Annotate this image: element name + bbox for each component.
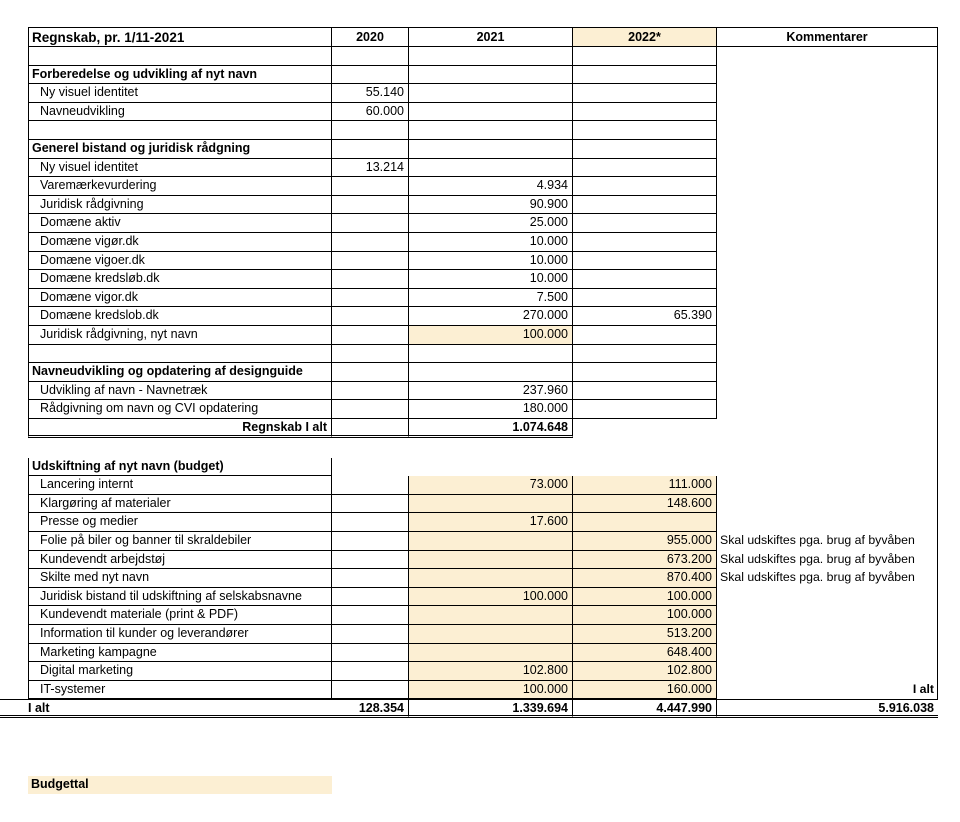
value-2022 [573,103,717,122]
budget-2022 [573,513,717,532]
spacer-row [28,345,332,364]
budget-2020 [332,495,409,514]
budget-row-label: Klargøring af materialer [28,495,332,514]
value-2020 [332,177,409,196]
budget-comment: Skal udskiftes pga. brug af byvåben [720,551,915,566]
value-2022 [573,326,717,345]
spacer-cell [573,47,717,66]
budget-2021 [409,532,573,551]
value-2021: 10.000 [409,252,573,271]
budget-2022: 648.400 [573,644,717,663]
budget-2021: 17.600 [409,513,573,532]
row-label: Udvikling af navn - Navnetræk [28,382,332,401]
section-cell [332,140,409,159]
section-cell [409,363,573,382]
value-2021: 7.500 [409,289,573,308]
budget-comment [717,662,938,681]
budget-row-label: Juridisk bistand til udskiftning af selskabsnavne [28,588,332,607]
budget-2022: 955.000 [573,532,717,551]
value-2020: 13.214 [332,159,409,178]
value-2022 [573,196,717,215]
spacer-cell [409,121,573,140]
value-2022 [573,252,717,271]
column-header-2020: 2020 [332,27,409,47]
spacer-cell [332,345,409,364]
value-2020 [332,382,409,401]
budget-2021 [409,625,573,644]
value-2020 [332,289,409,308]
spacer-row [28,47,332,66]
budget-comment [717,495,938,514]
budget-2021: 100.000 [409,588,573,607]
budget-row-label: Digital marketing [28,662,332,681]
budget-row-label: Information til kunder og leverandører [28,625,332,644]
section-cell [332,363,409,382]
section-cell [409,140,573,159]
budget-2020 [332,569,409,588]
value-2022 [573,159,717,178]
value-2020: 60.000 [332,103,409,122]
subtotal-2021: 1.074.648 [409,419,573,438]
budget-2020 [332,551,409,570]
budget-2020 [332,625,409,644]
value-2021: 4.934 [409,177,573,196]
value-2021: 25.000 [409,214,573,233]
legend-budgettal: Budgettal [28,776,332,794]
budget-2021 [409,495,573,514]
section-cell [573,363,717,382]
value-2021: 180.000 [409,400,573,419]
budget-row-label: Folie på biler og banner til skraldebiler [28,532,332,551]
total-label: I alt [0,699,332,718]
value-2022 [573,214,717,233]
budget-title: Udskiftning af nyt navn (budget) [28,458,332,477]
value-2022 [573,233,717,252]
value-2022: 65.390 [573,307,717,326]
total-2022: 4.447.990 [573,699,717,718]
budget-2021 [409,551,573,570]
value-2021: 270.000 [409,307,573,326]
value-2021: 90.900 [409,196,573,215]
row-label: Juridisk rådgivning [28,196,332,215]
table-title: Regnskab, pr. 1/11-2021 [28,27,332,47]
row-label: Varemærkevurdering [28,177,332,196]
value-2020 [332,233,409,252]
row-label: Rådgivning om navn og CVI opdatering [28,400,332,419]
budget-2022: 100.000 [573,588,717,607]
value-2021 [409,159,573,178]
section-cell [409,66,573,85]
value-2020 [332,400,409,419]
section-cell [573,66,717,85]
budget-2020 [332,532,409,551]
section-title: Forberedelse og udvikling af nyt navn [28,66,332,85]
budget-comment [717,644,938,663]
budget-comment [717,476,938,495]
budget-2021: 102.800 [409,662,573,681]
value-2021 [409,84,573,103]
total-2020: 128.354 [332,699,409,718]
budget-row-label: IT-systemer [28,681,332,700]
budget-row-label: Lancering internt [28,476,332,495]
value-2021: 100.000 [409,326,573,345]
budget-row-label: Kundevendt materiale (print & PDF) [28,606,332,625]
budget-2020 [332,476,409,495]
budget-2021 [409,606,573,625]
column-header-2021: 2021 [409,27,573,47]
row-label: Juridisk rådgivning, nyt navn [28,326,332,345]
subtotal-label: Regnskab I alt [28,419,332,438]
budget-comment: I alt [912,681,934,696]
column-header-2022: 2022* [573,27,717,47]
budget-2022: 870.400 [573,569,717,588]
spacer-cell [573,345,717,364]
budget-2020 [332,513,409,532]
total-2021: 1.339.694 [409,699,573,718]
value-2020 [332,252,409,271]
subtotal-cell [332,419,409,438]
budget-row-label: Kundevendt arbejdstøj [28,551,332,570]
budget-2021: 100.000 [409,681,573,700]
value-2020 [332,326,409,345]
spacer-row [28,121,332,140]
budget-comment [717,513,938,532]
spacer-cell [573,121,717,140]
budget-row-label: Skilte med nyt navn [28,569,332,588]
section-title: Navneudvikling og opdatering af designguide [28,363,332,382]
spacer-cell [332,121,409,140]
value-2020 [332,196,409,215]
budget-2022: 148.600 [573,495,717,514]
value-2021: 10.000 [409,233,573,252]
row-label: Domæne vigoer.dk [28,252,332,271]
budget-comment: Skal udskiftes pga. brug af byvåben [720,533,915,547]
value-2022 [573,382,717,401]
spacer-cell [332,47,409,66]
column-header-comments: Kommentarer [717,27,938,47]
budget-2021 [409,644,573,663]
budget-2022: 673.200 [573,551,717,570]
budget-2020 [332,662,409,681]
budget-comment: Skal udskiftes pga. brug af byvåben [720,570,915,585]
row-label: Domæne vigor.dk [28,289,332,308]
row-label: Domæne kredsløb.dk [28,270,332,289]
budget-2020 [332,606,409,625]
value-2022 [573,289,717,308]
section-cell [573,140,717,159]
section-cell [332,66,409,85]
budget-row-label: Presse og medier [28,513,332,532]
budget-2022: 111.000 [573,476,717,495]
value-2022 [573,400,717,419]
row-label: Ny visuel identitet [28,84,332,103]
budget-2022: 513.200 [573,625,717,644]
budget-2020 [332,644,409,663]
section-title: Generel bistand og juridisk rådgning [28,140,332,159]
value-2020 [332,270,409,289]
value-2022 [573,84,717,103]
budget-2020 [332,588,409,607]
total-grand: 5.916.038 [717,699,938,718]
value-2020: 55.140 [332,84,409,103]
spacer-cell [409,47,573,66]
row-label: Navneudvikling [28,103,332,122]
row-label: Domæne kredslob.dk [28,307,332,326]
value-2020 [332,214,409,233]
row-label: Domæne aktiv [28,214,332,233]
budget-2021 [409,569,573,588]
budget-2022: 160.000 [573,681,717,700]
budget-2020 [332,681,409,700]
comments-column [717,47,938,438]
budget-2022: 102.800 [573,662,717,681]
budget-2021: 73.000 [409,476,573,495]
value-2021: 237.960 [409,382,573,401]
value-2022 [573,270,717,289]
value-2021: 10.000 [409,270,573,289]
row-label: Ny visuel identitet [28,159,332,178]
budget-row-label: Marketing kampagne [28,644,332,663]
value-2022 [573,177,717,196]
budget-comment [717,588,938,607]
budget-comment [717,606,938,625]
spacer-cell [409,345,573,364]
row-label: Domæne vigør.dk [28,233,332,252]
value-2020 [332,307,409,326]
budget-comment [717,625,938,644]
value-2021 [409,103,573,122]
budget-2022: 100.000 [573,606,717,625]
